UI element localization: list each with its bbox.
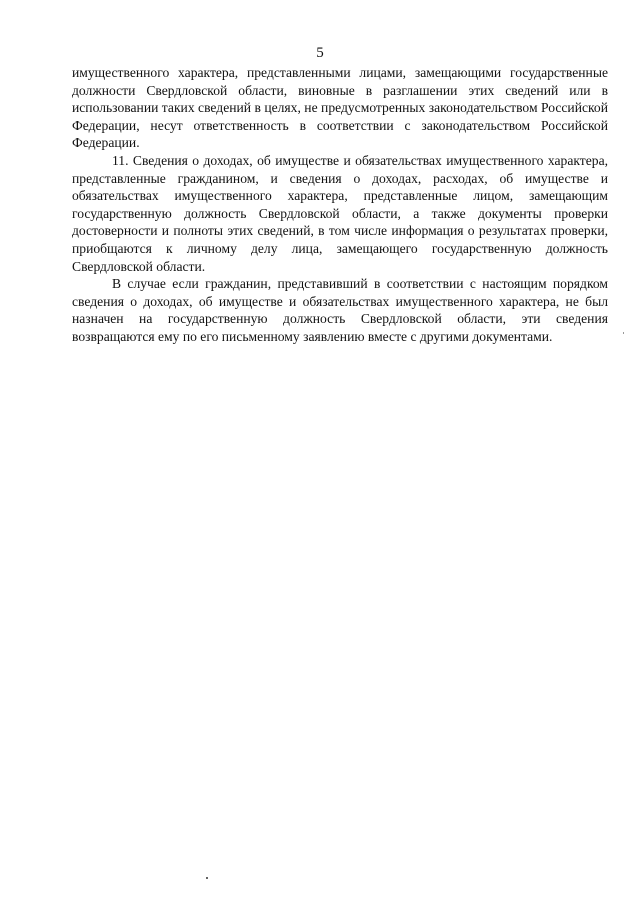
paragraph-return-documents: В случае если гражданин, представивший в соответствии с настоящим порядком сведения о доходах, об имуществе и обязательствах имущественного характера, не был назначен на государственную должность Свердловской области, эти сведения возвращаются ему по его письменному заявлению вместе с другими документами. — [72, 276, 608, 344]
scan-speck — [206, 877, 208, 879]
scan-speck — [623, 332, 624, 334]
paragraph-continuation: имущественного характера, представленными лицами, замещающими государственные должности Свердловской области, виновные в разглашении этих сведений или в использовании таких сведений в целях, не предусмотренных законодательством Российской Федерации, несут ответственность в соответствии с законодательством Российской Федерации. — [72, 65, 608, 151]
page-number: 5 — [316, 45, 324, 61]
document-body — [72, 64, 608, 346]
paragraph-item-11: 11. Сведения о доходах, об имуществе и обязательствах имущественного характера, представленные гражданином, и сведения о доходах, расходах, об имуществе и обязательствах имущественного характера, представленные лицом, замещающим государственную должность Свердловской области, а также документы проверки достоверности и полноты этих сведений, в том числе информация о результатах проверки, приобщаются к личному делу лица, замещающего государственную должность Свердловской области. — [72, 152, 608, 274]
